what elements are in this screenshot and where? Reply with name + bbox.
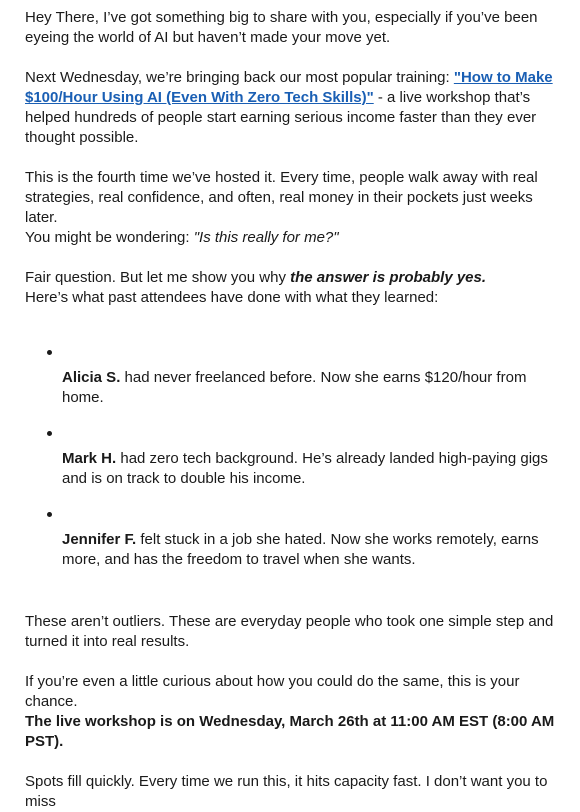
bullet-icon [47, 431, 52, 436]
intro-paragraph: Hey There, I’ve got something big to share with you, especially if you’ve been eyeing the world of AI but haven’t made your move yet. [25, 9, 538, 46]
testimonial-body: had zero tech background. He’s already landed high-paying gigs and is on track to double his income. [62, 450, 548, 487]
bullet-icon [47, 350, 52, 355]
history-paragraph [25, 168, 564, 248]
testimonial-body: had never freelanced before. Now she earns $120/hour from home. [62, 369, 527, 406]
closing-section [25, 612, 560, 812]
results-paragraph: These aren’t outliers. These are everyday people who took one simple step and turned it into real results. [25, 613, 554, 650]
proof-paragraph [25, 268, 564, 308]
workshop-title-link[interactable]: "How to Make $100/Hour Using AI (Even With Zero Tech Skills)" [25, 69, 553, 106]
bullet-icon [47, 512, 52, 517]
proof-lead-in: Here’s what past attendees have done with what they learned: [25, 289, 439, 306]
list-item [0, 348, 580, 408]
testimonial-name: Jennifer F. [62, 531, 137, 548]
email-body [0, 0, 580, 308]
announcement-lead: Next Wednesday, we’re bringing back our most popular training: [25, 69, 454, 86]
testimonial-text [62, 510, 564, 570]
testimonial-text [62, 348, 564, 408]
history-text: This is the fourth time we’ve hosted it. Every time, people walk away with real strategies, real confidence, and often, real money in their pockets just weeks later. [25, 169, 538, 226]
question-prefix: You might be wondering: [25, 229, 194, 246]
question-text: "Is this really for me?" [193, 229, 339, 246]
workshop-date: The live workshop is on Wednesday, March 26th at 11:00 AM EST (8:00 AM PST). [25, 713, 555, 750]
testimonial-name: Mark H. [62, 450, 117, 467]
proof-emphasis: the answer is probably yes. [290, 269, 487, 286]
testimonial-name: Alicia S. [62, 369, 121, 386]
proof-prefix: Fair question. But let me show you why [25, 269, 291, 286]
list-item [0, 510, 580, 570]
workshop-announcement [25, 68, 564, 148]
list-item [0, 429, 580, 489]
testimonial-text [62, 429, 564, 489]
invite-text: If you’re even a little curious about how you could do the same, this is your chance. [25, 673, 520, 710]
testimonial-body: felt stuck in a job she hated. Now she works remotely, earns more, and has the freedom to travel when she wants. [62, 531, 539, 568]
urgency-paragraph: Spots fill quickly. Every time we run this, it hits capacity fast. I don’t want you to miss [25, 773, 548, 810]
announcement-tail: - a live workshop that’s helped hundreds of people start earning serious income faster than they ever thought possible. [25, 89, 537, 146]
testimonial-list [0, 348, 580, 591]
invite-paragraph [25, 672, 560, 752]
